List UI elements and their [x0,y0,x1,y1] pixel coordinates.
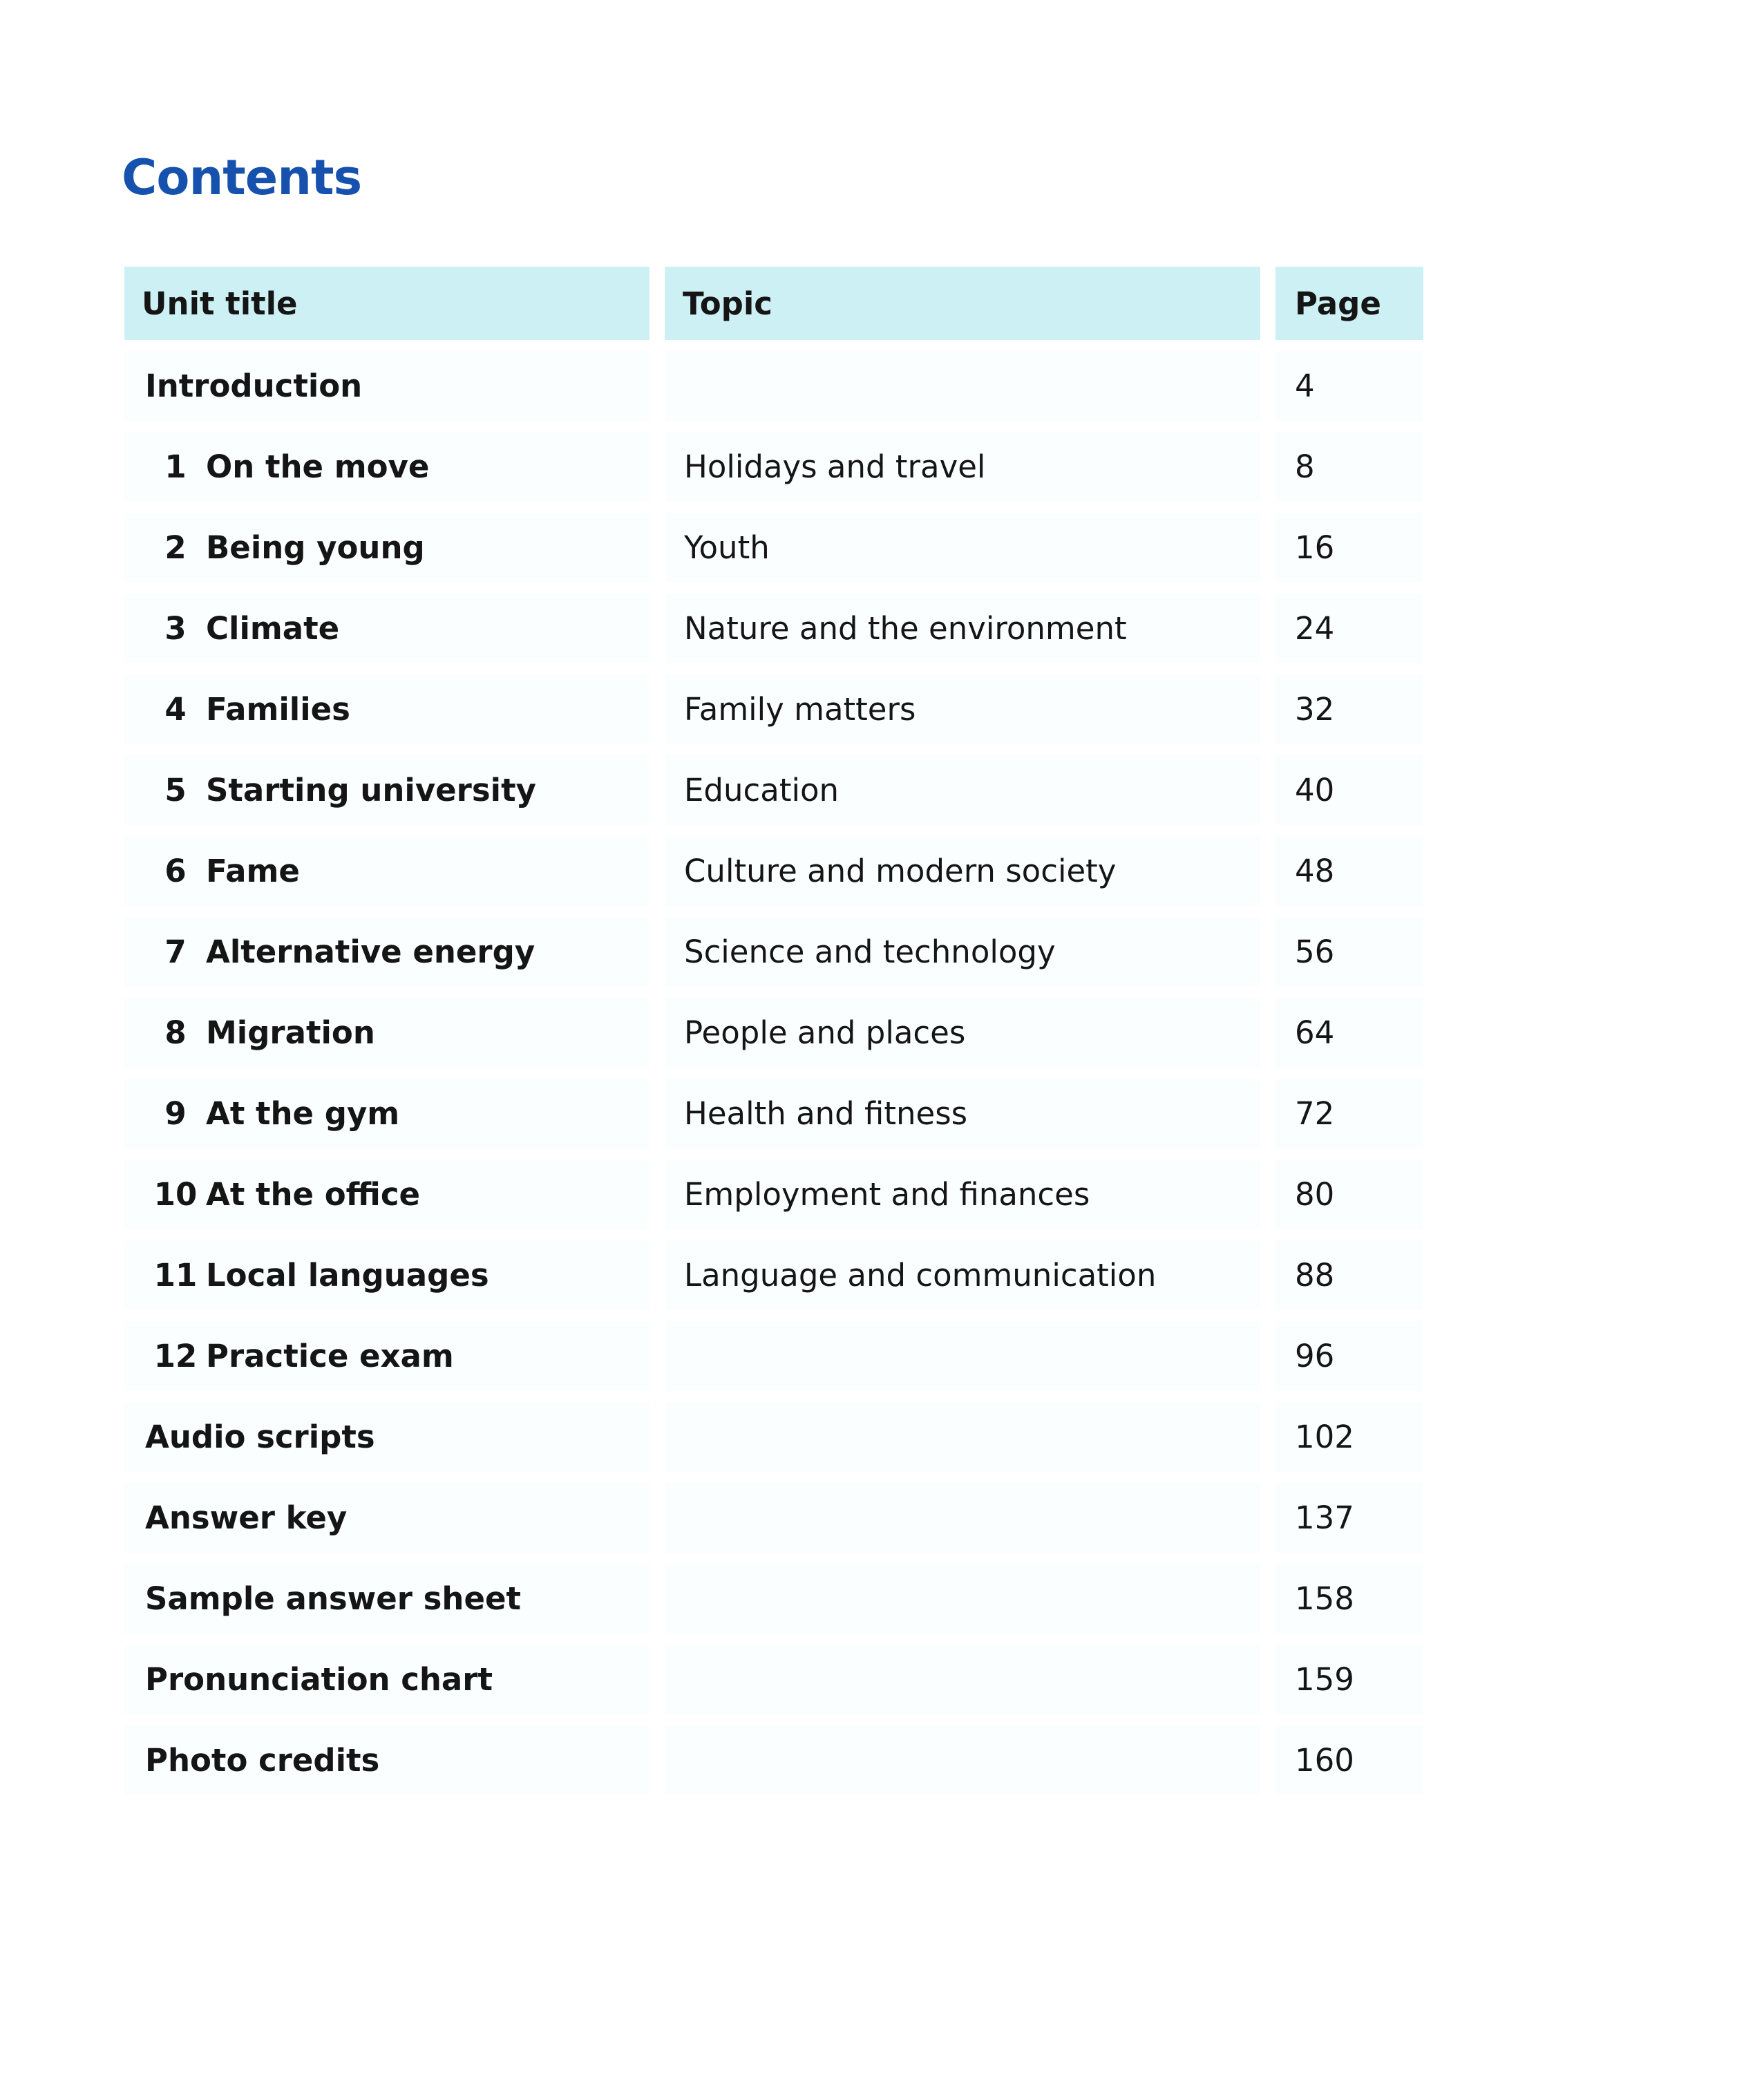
page-number-cell: 88 [1275,1240,1423,1310]
table-row[interactable] [124,1483,1423,1553]
topic-cell: Holidays and travel [665,432,1260,502]
unit-number: 6 [164,853,187,889]
unit-title-cell [124,594,649,663]
unit-number: 5 [164,772,187,808]
page-number-cell: 137 [1275,1483,1423,1553]
unit-title-cell [124,1159,649,1229]
unit-title-cell [124,1564,649,1634]
table-row[interactable] [124,513,1423,583]
unit-number: 7 [164,934,187,970]
topic-cell [665,1402,1260,1472]
table-header-row [124,267,1423,340]
unit-title: Practice exam [206,1338,454,1374]
unit-title-cell [124,1402,649,1472]
page-number-cell: 32 [1275,674,1423,744]
unit-title: Local languages [206,1257,489,1294]
topic-cell [665,1725,1260,1795]
unit-title-cell [124,674,649,744]
table-row[interactable] [124,1645,1423,1714]
topic-cell: People and places [665,998,1260,1068]
table-row[interactable] [124,1159,1423,1229]
unit-title-cell [124,432,649,502]
topic-cell [665,1483,1260,1553]
page-number-cell: 56 [1275,917,1423,987]
unit-title-cell [124,1321,649,1391]
unit-title: Alternative energy [206,934,535,970]
topic-cell: Nature and the environment [665,594,1260,663]
unit-number: 8 [164,1014,187,1051]
unit-title: Pronunciation chart [145,1661,493,1698]
unit-title: At the gym [206,1095,400,1132]
unit-title: Answer key [145,1499,348,1536]
unit-number: 11 [153,1257,198,1294]
table-row[interactable] [124,755,1423,825]
table-row[interactable] [124,1564,1423,1634]
page-number-cell: 4 [1275,351,1423,421]
unit-number: 3 [164,610,187,647]
table-body [124,351,1423,1795]
topic-cell: Education [665,755,1260,825]
unit-number: 4 [164,691,187,728]
page-number-cell: 64 [1275,998,1423,1068]
unit-number: 2 [164,529,187,566]
topic-cell: Language and communication [665,1240,1260,1310]
unit-title-cell [124,1645,649,1714]
unit-title: Families [206,691,350,728]
unit-title-cell [124,1483,649,1553]
topic-cell: Health and fitness [665,1079,1260,1148]
unit-title: Climate [206,610,340,647]
unit-title-cell [124,513,649,583]
unit-title: Sample answer sheet [145,1580,521,1617]
table-row[interactable] [124,998,1423,1068]
page-number-cell: 80 [1275,1159,1423,1229]
unit-number: 1 [164,448,187,485]
unit-title-cell [124,1240,649,1310]
table-row[interactable] [124,1321,1423,1391]
unit-title: Photo credits [145,1742,380,1779]
table-row[interactable] [124,674,1423,744]
table-row[interactable] [124,1079,1423,1148]
page-number-cell: 8 [1275,432,1423,502]
topic-cell: Science and technology [665,917,1260,987]
topic-cell [665,1321,1260,1391]
table-row[interactable] [124,1240,1423,1310]
unit-number: 12 [153,1338,198,1374]
unit-number: 9 [164,1095,187,1132]
topic-cell [665,1564,1260,1634]
unit-title: Introduction [145,368,363,404]
table-row[interactable] [124,1725,1423,1795]
unit-title: On the move [206,448,430,485]
page-number-cell: 72 [1275,1079,1423,1148]
page-number-cell: 160 [1275,1725,1423,1795]
unit-title-cell [124,998,649,1068]
unit-title: Migration [206,1014,375,1051]
contents-table [124,267,1423,1806]
unit-title: At the office [206,1176,421,1213]
table-row[interactable] [124,836,1423,906]
topic-cell [665,351,1260,421]
page-number-cell: 40 [1275,755,1423,825]
unit-title-cell [124,755,649,825]
unit-title-cell [124,1079,649,1148]
unit-title-cell [124,1725,649,1795]
topic-cell: Family matters [665,674,1260,744]
unit-title: Being young [206,529,425,566]
table-row[interactable] [124,1402,1423,1472]
page-number-cell: 16 [1275,513,1423,583]
topic-cell: Culture and modern society [665,836,1260,906]
table-row[interactable] [124,432,1423,502]
page-number-cell: 159 [1275,1645,1423,1714]
page-number-cell: 96 [1275,1321,1423,1391]
unit-title: Audio scripts [145,1419,375,1455]
table-row[interactable] [124,351,1423,421]
header-page: Page [1275,267,1423,340]
header-unit-title: Unit title [124,267,649,340]
unit-title: Fame [206,853,300,889]
unit-number: 10 [153,1176,198,1213]
page-number-cell: 102 [1275,1402,1423,1472]
table-row[interactable] [124,917,1423,987]
unit-title-cell [124,917,649,987]
page-number-cell: 24 [1275,594,1423,663]
table-row[interactable] [124,594,1423,663]
page-number-cell: 158 [1275,1564,1423,1634]
page-title: Contents [122,149,362,206]
unit-title: Starting university [206,772,536,808]
topic-cell: Employment and finances [665,1159,1260,1229]
unit-title-cell [124,351,649,421]
topic-cell: Youth [665,513,1260,583]
page-number-cell: 48 [1275,836,1423,906]
header-topic: Topic [665,267,1260,340]
unit-title-cell [124,836,649,906]
topic-cell [665,1645,1260,1714]
